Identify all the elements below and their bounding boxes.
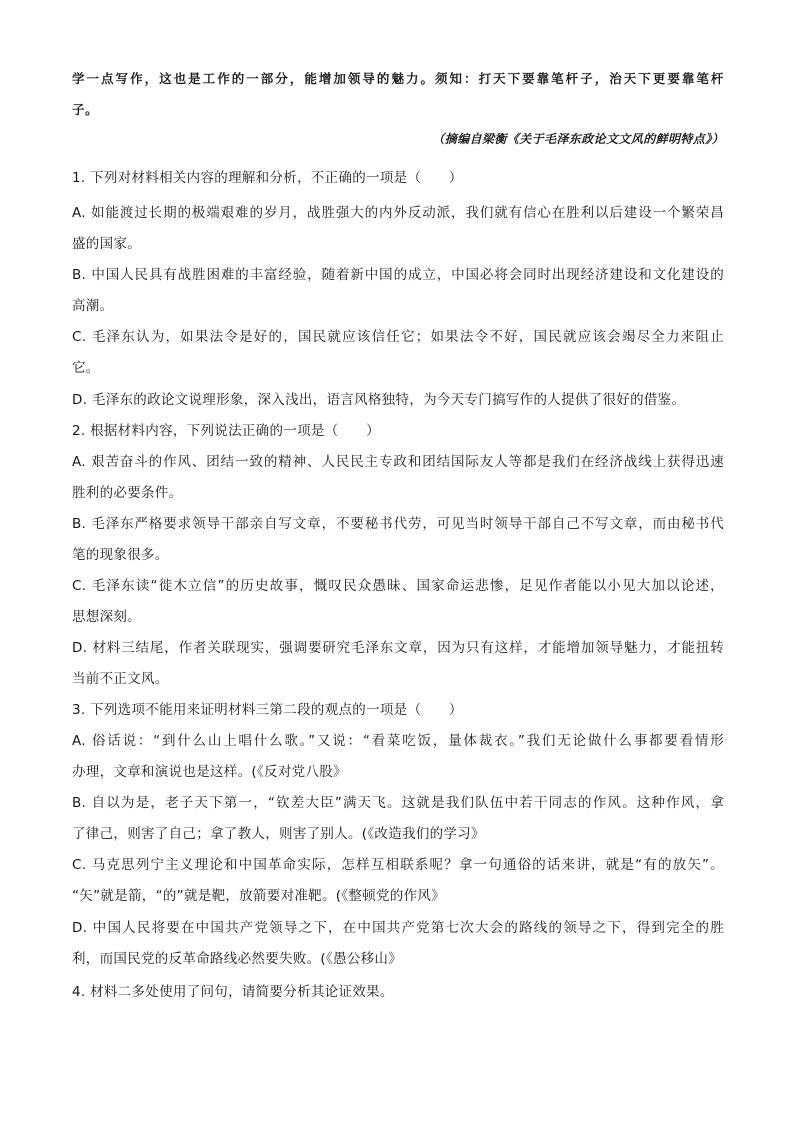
question-2-option-a-line-2: 胜利的必要条件。	[72, 485, 183, 501]
question-2-option-c-line-1: C. 毛泽东读“徙木立信”的历史故事，慨叹民众愚昧、国家命运悲惨，足见作者能以小见大加以论述，	[72, 578, 724, 594]
question-1-option-a-line-2: 盛的国家。	[72, 236, 141, 252]
question-3-option-c-line-1: C. 马克思列宁主义理论和中国革命实际，怎样互相联系呢？拿一句通俗的话来讲，就是“有的放矢”。	[72, 857, 724, 873]
question-3-option-a-line-2: 办理，文章和演说也是这样。(《反对党八股》	[72, 764, 347, 780]
passage-line-1: 学一点写作，这也是工作的一部分，能增加领导的魅力。须知：打天下要靠笔杆子，治天下更要靠笔杆	[72, 71, 724, 86]
question-2-option-b-line-2: 笔的现象很多。	[72, 547, 169, 563]
question-2-stem: 2. 根据材料内容，下列说法正确的一项是（ ）	[72, 423, 380, 439]
question-2-option-d-line-2: 当前不正文风。	[72, 671, 169, 687]
question-1-option-b-line-1: B. 中国人民具有战胜困难的丰富经验，随着新中国的成立，中国必将会同时出现经济建设和文化建设的	[72, 267, 724, 283]
question-1-option-d-line-1: D. 毛泽东的政论文说理形象，深入浅出，语言风格独特，为今天专门搞写作的人提供了很好的借鉴。	[72, 392, 686, 408]
passage-line-2: 子。	[72, 102, 99, 117]
question-3-option-b-line-2: 了律己，则害了自己；拿了教人，则害了别人。(《改造我们的学习》	[72, 826, 485, 842]
question-1-option-c-line-1: C. 毛泽东认为，如果法令是好的，国民就应该信任它；如果法令不好，国民就应该会竭尽全力来阻止	[72, 329, 724, 345]
question-1-option-b-line-2: 高潮。	[72, 298, 114, 314]
question-3-option-c-line-2: “矢”就是箭，“的”就是靶，放箭要对准靶。(《整顿党的作风》	[72, 888, 445, 904]
question-4-stem: 4. 材料二多处使用了问句，请简要分析其论证效果。	[72, 984, 394, 1000]
question-3-option-d-line-1: D. 中国人民将要在中国共产党领导之下，在中国共产党第七次大会的路线的领导之下，得到完全的胜	[72, 920, 724, 936]
passage-source: （摘编自梁衡《关于毛泽东政论文文风的鲜明特点》）	[432, 132, 724, 146]
question-2-option-b-line-1: B. 毛泽东严格要求领导干部亲自写文章，不要秘书代劳，可见当时领导干部自己不写文章，而由秘书代	[72, 516, 724, 532]
question-2-option-d-line-1: D. 材料三结尾，作者关联现实，强调要研究毛泽东文章，因为只有这样，才能增加领导魅力，才能扭转	[72, 640, 724, 656]
question-1-option-c-line-2: 它。	[72, 360, 100, 376]
question-1-option-a-line-1: A. 如能渡过长期的极端艰难的岁月，战胜强大的内外反动派，我们就有信心在胜利以后建设一个繁荣昌	[72, 205, 724, 221]
question-3-option-d-line-2: 利，而国民党的反革命路线必然要失败。(《愚公移山》	[72, 951, 403, 967]
question-3-option-b-line-1: B. 自以为是，老子天下第一，“钦差大臣”满天飞。这就是我们队伍中若干同志的作风。这种作风，拿	[72, 795, 724, 811]
question-2-option-a-line-1: A. 艰苦奋斗的作风、团结一致的精神、人民民主专政和团结国际友人等都是我们在经济战线上获得迅速	[72, 454, 724, 470]
question-3-stem: 3. 下列选项不能用来证明材料三第二段的观点的一项是（ ）	[72, 702, 463, 718]
question-2-option-c-line-2: 思想深刻。	[72, 609, 141, 625]
question-3-option-a-line-1: A. 俗话说：“到什么山上唱什么歌。”又说：“看菜吃饭，量体裁衣。”我们无论做什么事都要看情形	[72, 733, 724, 749]
question-1-stem: 1. 下列对材料相关内容的理解和分析，不正确的一项是（ ）	[72, 170, 463, 186]
